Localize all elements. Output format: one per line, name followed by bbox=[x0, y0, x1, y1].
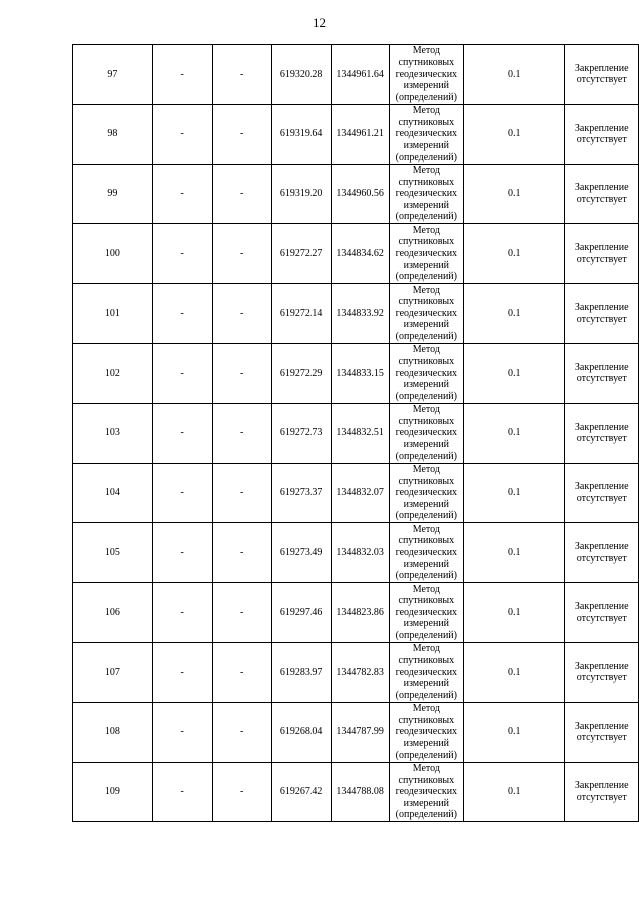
y-coordinate-cell: 1344782.83 bbox=[331, 642, 389, 702]
method-cell: Метод спутниковых геодезических измерений (определений) bbox=[389, 702, 464, 762]
empty-value-cell: - bbox=[212, 583, 271, 643]
accuracy-cell: 0.1 bbox=[464, 164, 565, 224]
accuracy-cell: 0.1 bbox=[464, 523, 565, 583]
empty-value-cell: - bbox=[152, 463, 212, 523]
fixation-cell: Закрепление отсутствует bbox=[565, 702, 639, 762]
accuracy-cell: 0.1 bbox=[464, 45, 565, 105]
method-cell: Метод спутниковых геодезических измерений (определений) bbox=[389, 583, 464, 643]
empty-value-cell: - bbox=[212, 45, 271, 105]
point-number-cell: 109 bbox=[73, 762, 153, 822]
table-row bbox=[73, 104, 639, 164]
x-coordinate-cell: 619273.49 bbox=[271, 523, 331, 583]
table-row bbox=[73, 642, 639, 702]
table-row bbox=[73, 583, 639, 643]
y-coordinate-cell: 1344832.03 bbox=[331, 523, 389, 583]
accuracy-cell: 0.1 bbox=[464, 463, 565, 523]
empty-value-cell: - bbox=[212, 284, 271, 344]
point-number-cell: 105 bbox=[73, 523, 153, 583]
fixation-cell: Закрепление отсутствует bbox=[565, 45, 639, 105]
accuracy-cell: 0.1 bbox=[464, 702, 565, 762]
empty-value-cell: - bbox=[152, 284, 212, 344]
table-row bbox=[73, 403, 639, 463]
coordinates-table bbox=[72, 44, 639, 822]
y-coordinate-cell: 1344834.62 bbox=[331, 224, 389, 284]
empty-value-cell: - bbox=[212, 104, 271, 164]
method-cell: Метод спутниковых геодезических измерений (определений) bbox=[389, 762, 464, 822]
empty-value-cell: - bbox=[212, 224, 271, 284]
x-coordinate-cell: 619297.46 bbox=[271, 583, 331, 643]
point-number-cell: 102 bbox=[73, 343, 153, 403]
x-coordinate-cell: 619273.37 bbox=[271, 463, 331, 523]
y-coordinate-cell: 1344833.92 bbox=[331, 284, 389, 344]
fixation-cell: Закрепление отсутствует bbox=[565, 343, 639, 403]
table-body bbox=[73, 45, 639, 822]
fixation-cell: Закрепление отсутствует bbox=[565, 523, 639, 583]
empty-value-cell: - bbox=[212, 343, 271, 403]
table-row bbox=[73, 343, 639, 403]
point-number-cell: 99 bbox=[73, 164, 153, 224]
empty-value-cell: - bbox=[212, 642, 271, 702]
y-coordinate-cell: 1344832.07 bbox=[331, 463, 389, 523]
accuracy-cell: 0.1 bbox=[464, 762, 565, 822]
method-cell: Метод спутниковых геодезических измерений (определений) bbox=[389, 164, 464, 224]
method-cell: Метод спутниковых геодезических измерений (определений) bbox=[389, 284, 464, 344]
fixation-cell: Закрепление отсутствует bbox=[565, 762, 639, 822]
empty-value-cell: - bbox=[152, 164, 212, 224]
y-coordinate-cell: 1344823.86 bbox=[331, 583, 389, 643]
table-row bbox=[73, 284, 639, 344]
empty-value-cell: - bbox=[212, 762, 271, 822]
page-number: 12 bbox=[313, 15, 326, 30]
method-cell: Метод спутниковых геодезических измерений (определений) bbox=[389, 104, 464, 164]
fixation-cell: Закрепление отсутствует bbox=[565, 224, 639, 284]
table-row bbox=[73, 762, 639, 822]
empty-value-cell: - bbox=[152, 104, 212, 164]
table-row bbox=[73, 523, 639, 583]
empty-value-cell: - bbox=[212, 164, 271, 224]
empty-value-cell: - bbox=[152, 583, 212, 643]
empty-value-cell: - bbox=[152, 762, 212, 822]
point-number-cell: 100 bbox=[73, 224, 153, 284]
accuracy-cell: 0.1 bbox=[464, 583, 565, 643]
y-coordinate-cell: 1344833.15 bbox=[331, 343, 389, 403]
fixation-cell: Закрепление отсутствует bbox=[565, 463, 639, 523]
x-coordinate-cell: 619320.28 bbox=[271, 45, 331, 105]
fixation-cell: Закрепление отсутствует bbox=[565, 284, 639, 344]
accuracy-cell: 0.1 bbox=[464, 224, 565, 284]
x-coordinate-cell: 619319.64 bbox=[271, 104, 331, 164]
table-row bbox=[73, 463, 639, 523]
x-coordinate-cell: 619272.27 bbox=[271, 224, 331, 284]
x-coordinate-cell: 619267.42 bbox=[271, 762, 331, 822]
point-number-cell: 97 bbox=[73, 45, 153, 105]
point-number-cell: 98 bbox=[73, 104, 153, 164]
method-cell: Метод спутниковых геодезических измерений (определений) bbox=[389, 523, 464, 583]
empty-value-cell: - bbox=[152, 403, 212, 463]
point-number-cell: 107 bbox=[73, 642, 153, 702]
method-cell: Метод спутниковых геодезических измерений (определений) bbox=[389, 224, 464, 284]
point-number-cell: 104 bbox=[73, 463, 153, 523]
method-cell: Метод спутниковых геодезических измерений (определений) bbox=[389, 343, 464, 403]
fixation-cell: Закрепление отсутствует bbox=[565, 583, 639, 643]
empty-value-cell: - bbox=[212, 463, 271, 523]
y-coordinate-cell: 1344961.64 bbox=[331, 45, 389, 105]
y-coordinate-cell: 1344788.08 bbox=[331, 762, 389, 822]
x-coordinate-cell: 619283.97 bbox=[271, 642, 331, 702]
x-coordinate-cell: 619272.29 bbox=[271, 343, 331, 403]
accuracy-cell: 0.1 bbox=[464, 284, 565, 344]
table-row bbox=[73, 45, 639, 105]
accuracy-cell: 0.1 bbox=[464, 104, 565, 164]
table-row bbox=[73, 164, 639, 224]
y-coordinate-cell: 1344960.56 bbox=[331, 164, 389, 224]
empty-value-cell: - bbox=[212, 523, 271, 583]
method-cell: Метод спутниковых геодезических измерений (определений) bbox=[389, 463, 464, 523]
x-coordinate-cell: 619272.14 bbox=[271, 284, 331, 344]
point-number-cell: 106 bbox=[73, 583, 153, 643]
fixation-cell: Закрепление отсутствует bbox=[565, 642, 639, 702]
empty-value-cell: - bbox=[212, 403, 271, 463]
empty-value-cell: - bbox=[152, 45, 212, 105]
empty-value-cell: - bbox=[152, 702, 212, 762]
fixation-cell: Закрепление отсутствует bbox=[565, 164, 639, 224]
y-coordinate-cell: 1344961.21 bbox=[331, 104, 389, 164]
empty-value-cell: - bbox=[152, 224, 212, 284]
point-number-cell: 108 bbox=[73, 702, 153, 762]
y-coordinate-cell: 1344787.99 bbox=[331, 702, 389, 762]
x-coordinate-cell: 619272.73 bbox=[271, 403, 331, 463]
method-cell: Метод спутниковых геодезических измерений (определений) bbox=[389, 642, 464, 702]
fixation-cell: Закрепление отсутствует bbox=[565, 403, 639, 463]
empty-value-cell: - bbox=[212, 702, 271, 762]
empty-value-cell: - bbox=[152, 642, 212, 702]
empty-value-cell: - bbox=[152, 343, 212, 403]
empty-value-cell: - bbox=[152, 523, 212, 583]
point-number-cell: 103 bbox=[73, 403, 153, 463]
y-coordinate-cell: 1344832.51 bbox=[331, 403, 389, 463]
accuracy-cell: 0.1 bbox=[464, 403, 565, 463]
table-row bbox=[73, 702, 639, 762]
point-number-cell: 101 bbox=[73, 284, 153, 344]
accuracy-cell: 0.1 bbox=[464, 642, 565, 702]
x-coordinate-cell: 619268.04 bbox=[271, 702, 331, 762]
fixation-cell: Закрепление отсутствует bbox=[565, 104, 639, 164]
method-cell: Метод спутниковых геодезических измерений (определений) bbox=[389, 403, 464, 463]
method-cell: Метод спутниковых геодезических измерений (определений) bbox=[389, 45, 464, 105]
table-row bbox=[73, 224, 639, 284]
x-coordinate-cell: 619319.20 bbox=[271, 164, 331, 224]
accuracy-cell: 0.1 bbox=[464, 343, 565, 403]
